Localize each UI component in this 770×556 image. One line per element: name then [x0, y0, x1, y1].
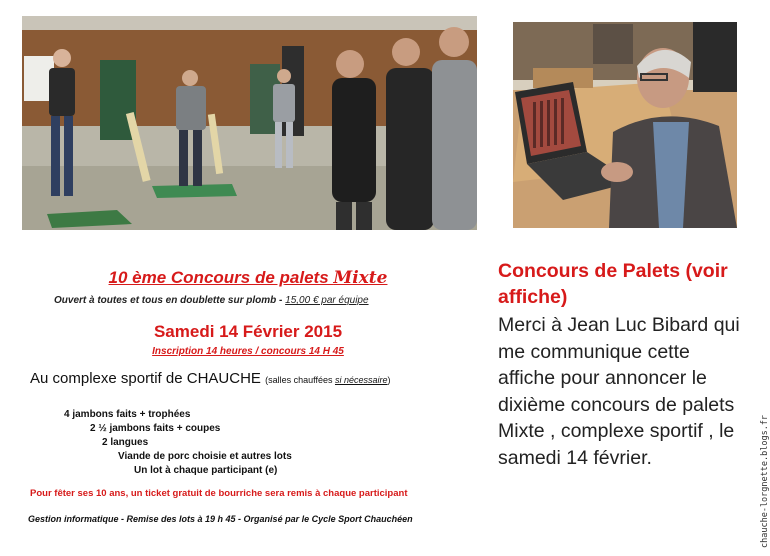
poster-venue: Au complexe sportif de CHAUCHE (salles chauffées si nécessaire)	[30, 370, 391, 387]
poster-inscription: Inscription 14 heures / concours 14 H 45	[152, 346, 344, 357]
poster-title-mixte: Mixte	[333, 268, 388, 288]
gym-photo	[22, 16, 477, 230]
laptop-photo	[513, 22, 737, 228]
poster-lot: Un lot à chaque participant (e)	[134, 465, 278, 476]
caption-title: Concours de Palets (voir affiche)	[498, 260, 728, 308]
poster-footer: Gestion informatique - Remise des lots à 19 h 45 - Organisé par le Cycle Sport Chauchéen	[28, 514, 413, 524]
poster-price: 15,00 € par équipe	[285, 295, 369, 306]
event-poster	[22, 262, 474, 534]
poster-date: Samedi 14 Février 2015	[153, 322, 343, 341]
poster-open-line: Ouvert à toutes et tous en doublette sur plomb - 15,00 € par équipe	[54, 295, 369, 306]
poster-lot: Viande de porc choisie et autres lots	[118, 451, 292, 462]
blog-watermark: chauche-lorgnette.blogs.fr	[760, 414, 770, 548]
poster-venue-note: (salles chauffées si nécessaire)	[265, 375, 391, 385]
poster-anniversary-note: Pour fêter ses 10 ans, un ticket gratuit de bourriche sera remis à chaque participant	[30, 488, 408, 499]
poster-lot: 2 langues	[102, 437, 149, 448]
poster-title: 10 ème Concours de palets Mixte	[108, 268, 388, 288]
poster-lot: 2 ½ jambons faits + coupes	[90, 423, 221, 434]
poster-lot: 4 jambons faits + trophées	[64, 409, 191, 420]
caption-body: Merci à Jean Luc Bibard qui me communique cette affiche pour annoncer le dixième concours de palets Mixte , complexe sportif , le samedi 14 février.	[498, 314, 740, 469]
